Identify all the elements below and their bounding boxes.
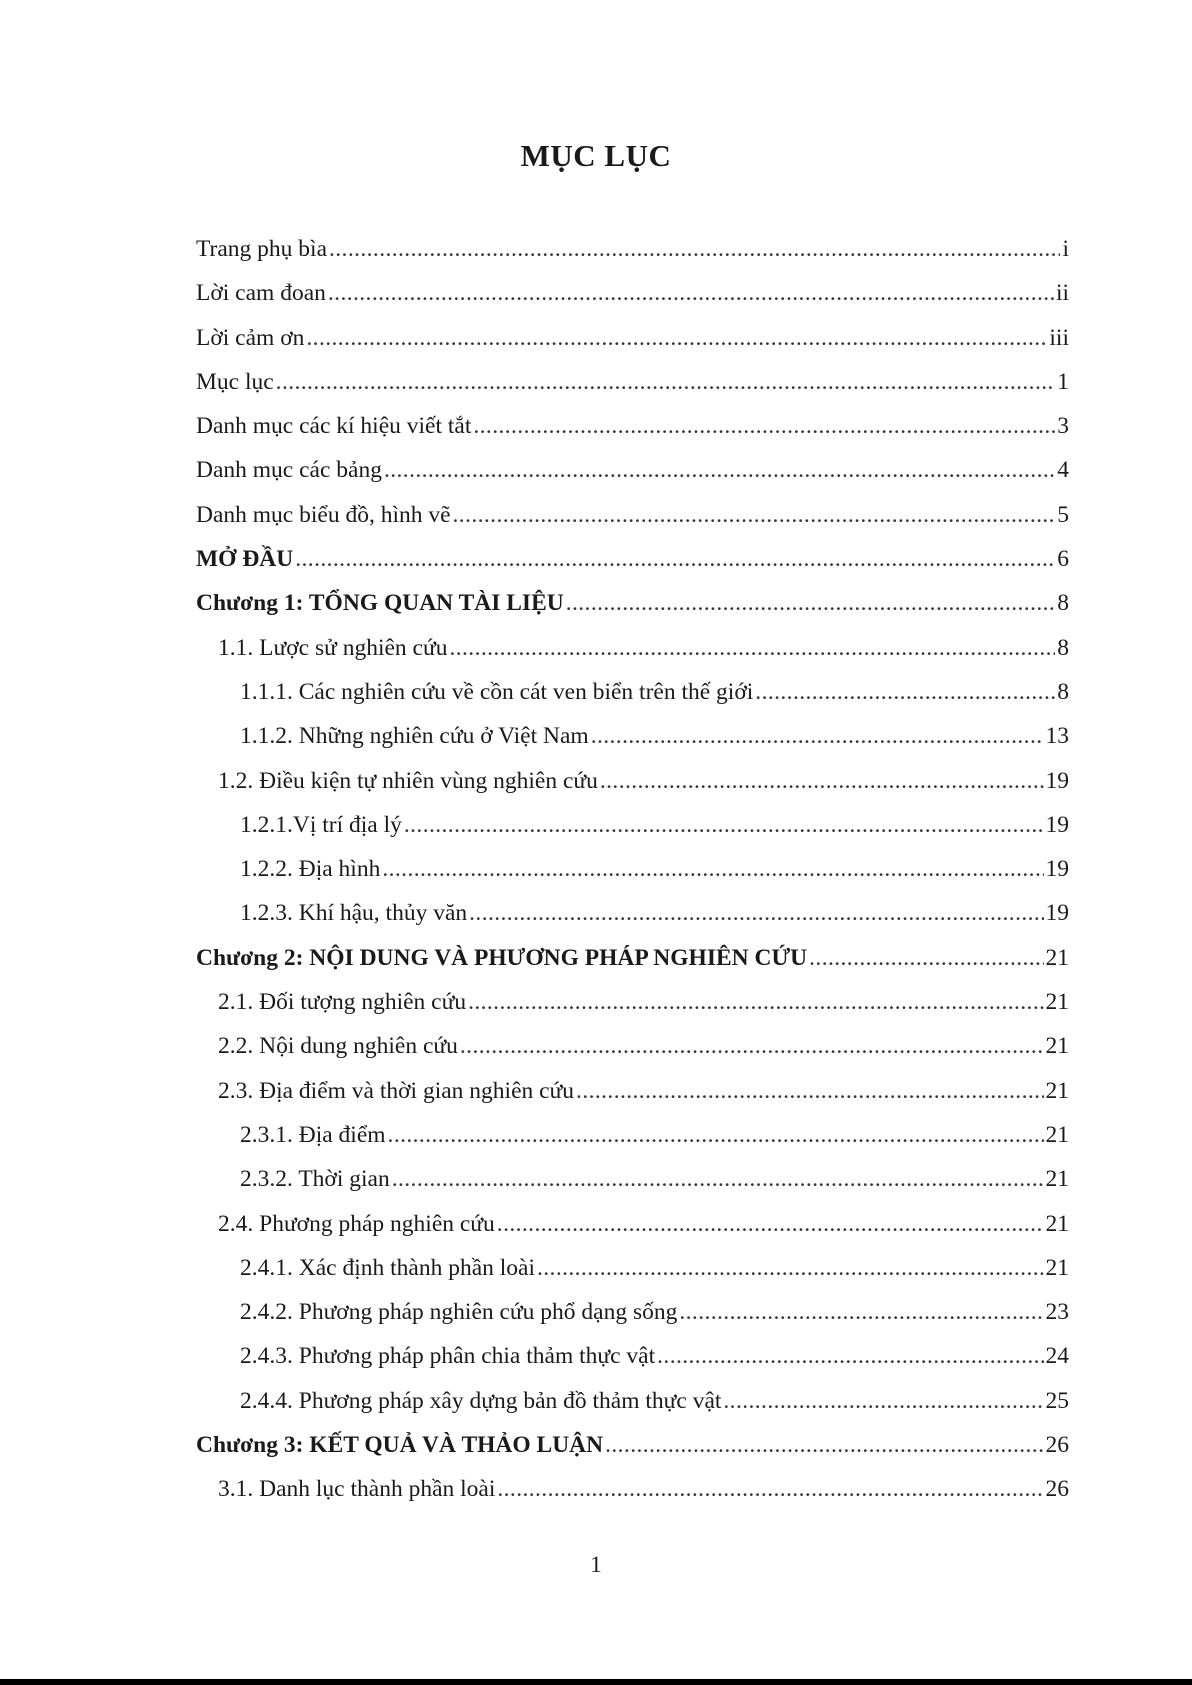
toc-dot-leader xyxy=(453,502,1056,529)
toc-entry-label: Chương 3: KẾT QUẢ VÀ THẢO LUẬN xyxy=(196,1432,604,1459)
toc-entry[interactable] xyxy=(196,945,1069,989)
toc-entry-page: 21 xyxy=(1045,1210,1069,1237)
toc-dot-leader xyxy=(537,1255,1044,1282)
toc-entry-label: Lời cam đoan xyxy=(196,280,326,307)
toc-entry[interactable] xyxy=(196,1388,1069,1432)
toc-dot-leader xyxy=(382,856,1043,883)
toc-entry-label: Chương 1: TỔNG QUAN TÀI LIỆU xyxy=(196,590,564,617)
toc-entry-page: 21 xyxy=(1045,1166,1069,1193)
toc-entry-page: 1 xyxy=(1057,368,1069,395)
toc-dot-leader xyxy=(392,1166,1044,1193)
toc-entry[interactable] xyxy=(196,413,1069,457)
toc-entry-label: 2.4.1. Xác định thành phần loài xyxy=(240,1254,535,1281)
toc-dot-leader xyxy=(473,413,1055,440)
toc-entry-page: 5 xyxy=(1057,501,1069,528)
toc-entry[interactable] xyxy=(196,768,1069,812)
toc-entry-page: 19 xyxy=(1045,767,1069,794)
toc-dot-leader xyxy=(306,325,1047,352)
toc-entry-label: Danh mục các bảng xyxy=(196,457,382,484)
toc-entry-label: 2.4.4. Phương pháp xây dựng bản đồ thảm thực vật xyxy=(240,1387,722,1414)
toc-entry-page: 26 xyxy=(1045,1432,1069,1459)
toc-dot-leader xyxy=(449,635,1055,662)
bottom-edge-bar xyxy=(0,1679,1192,1685)
toc-entry[interactable] xyxy=(196,236,1069,280)
toc-entry[interactable] xyxy=(196,1211,1069,1255)
toc-entry[interactable] xyxy=(196,812,1069,856)
toc-dot-leader xyxy=(723,1388,1043,1415)
toc-entry-page: 23 xyxy=(1045,1299,1069,1326)
toc-dot-leader xyxy=(276,369,1056,396)
toc-entry[interactable] xyxy=(196,1078,1069,1122)
toc-dot-leader xyxy=(328,280,1054,307)
toc-dot-leader xyxy=(329,236,1060,263)
toc-entry-label: 1.2.3. Khí hậu, thủy văn xyxy=(240,900,468,927)
toc-dot-leader xyxy=(384,457,1055,484)
toc-entry-label: Mục lục xyxy=(196,368,274,395)
toc-dot-leader xyxy=(591,723,1044,750)
toc-entry[interactable] xyxy=(196,590,1069,634)
toc-entry-page: 21 xyxy=(1045,1254,1069,1281)
toc-dot-leader xyxy=(566,590,1056,617)
toc-entry-page: 21 xyxy=(1045,1121,1069,1148)
toc-dot-leader xyxy=(497,1211,1044,1238)
toc-entry-page: i xyxy=(1062,236,1069,262)
toc-entry[interactable] xyxy=(196,1033,1069,1077)
toc-entry-page: 26 xyxy=(1045,1476,1069,1503)
toc-entry-page: ii xyxy=(1055,280,1069,307)
toc-entry[interactable] xyxy=(196,502,1069,546)
toc-entry-page: 19 xyxy=(1045,856,1069,883)
toc-entry-page: 19 xyxy=(1045,811,1069,838)
toc-entry-label: 2.2. Nội dung nghiên cứu xyxy=(218,1033,458,1060)
toc-entry-label: 2.3.1. Địa điểm xyxy=(240,1121,386,1148)
toc-entry-page: 25 xyxy=(1045,1387,1069,1414)
toc-entry-page: 8 xyxy=(1057,634,1069,661)
toc-entry-label: Lời cảm ơn xyxy=(196,324,305,351)
toc-entry-page: 13 xyxy=(1045,723,1069,750)
toc-entry[interactable] xyxy=(196,1432,1069,1476)
toc-entry[interactable] xyxy=(196,900,1069,944)
toc-dot-leader xyxy=(600,768,1044,795)
toc-entry-label: 1.2. Điều kiện tự nhiên vùng nghiên cứu xyxy=(218,767,598,794)
toc-entry-label: 2.4. Phương pháp nghiên cứu xyxy=(218,1210,495,1237)
page-title: MỤC LỤC xyxy=(520,138,672,173)
toc-entry[interactable] xyxy=(196,457,1069,501)
toc-entry-page: 21 xyxy=(1045,944,1069,971)
toc-entry-label: 3.1. Danh lục thành phần loài xyxy=(218,1476,496,1503)
toc-entry[interactable] xyxy=(196,1122,1069,1166)
toc-entry-label: 2.3.2. Thời gian xyxy=(240,1166,390,1193)
toc-entry-label: 1.1.1. Các nghiên cứu về cồn cát ven biển trên thế giới xyxy=(240,678,754,705)
toc-entry-page: 19 xyxy=(1045,900,1069,927)
toc-entry-label: 1.2.2. Địa hình xyxy=(240,856,381,883)
toc-entry-label: 1.1.2. Những nghiên cứu ở Việt Nam xyxy=(240,723,589,750)
toc-entry-page: 24 xyxy=(1045,1343,1069,1370)
toc-dot-leader xyxy=(497,1476,1043,1503)
table-of-contents xyxy=(196,236,1069,1521)
toc-dot-leader xyxy=(404,812,1044,839)
toc-entry-label: 1.1. Lược sử nghiên cứu xyxy=(218,634,448,661)
toc-dot-leader xyxy=(295,546,1055,573)
toc-entry-label: MỞ ĐẦU xyxy=(196,546,294,573)
toc-entry-page: 21 xyxy=(1045,989,1069,1016)
toc-entry[interactable] xyxy=(196,1166,1069,1210)
toc-entry-label: Danh mục các kí hiệu viết tắt xyxy=(196,413,472,440)
toc-entry[interactable] xyxy=(196,280,1069,324)
toc-entry-page: iii xyxy=(1049,324,1069,351)
toc-entry-page: 6 xyxy=(1057,546,1069,573)
toc-dot-leader xyxy=(469,900,1043,927)
toc-entry[interactable] xyxy=(196,635,1069,679)
toc-entry-page: 21 xyxy=(1045,1077,1069,1104)
toc-entry[interactable] xyxy=(196,1299,1069,1343)
toc-entry[interactable] xyxy=(196,1255,1069,1299)
toc-dot-leader xyxy=(468,989,1043,1016)
toc-entry[interactable] xyxy=(196,546,1069,590)
toc-entry-label: Danh mục biểu đồ, hình vẽ xyxy=(196,501,451,528)
toc-entry-label: 1.2.1.Vị trí địa lý xyxy=(240,811,402,838)
toc-dot-leader xyxy=(755,679,1055,706)
toc-dot-leader xyxy=(657,1343,1043,1370)
toc-entry-label: 2.1. Đối tượng nghiên cứu xyxy=(218,989,467,1016)
toc-entry-label: 2.3. Địa điểm và thời gian nghiên cứu xyxy=(218,1077,575,1104)
toc-entry[interactable] xyxy=(196,679,1069,723)
toc-entry-label: Trang phụ bìa xyxy=(196,236,327,262)
toc-entry[interactable] xyxy=(196,856,1069,900)
toc-dot-leader xyxy=(605,1432,1043,1459)
toc-entry-label: Chương 2: NỘI DUNG VÀ PHƯƠNG PHÁP NGHIÊN CỨU xyxy=(196,944,808,971)
toc-dot-leader xyxy=(460,1033,1044,1060)
toc-dot-leader xyxy=(809,945,1043,972)
toc-dot-leader xyxy=(679,1299,1043,1326)
toc-entry-page: 3 xyxy=(1057,413,1069,440)
toc-entry-page: 8 xyxy=(1057,590,1069,617)
toc-entry[interactable] xyxy=(196,369,1069,413)
page-number: 1 xyxy=(590,1552,602,1577)
toc-dot-leader xyxy=(388,1122,1044,1149)
toc-entry-label: 2.4.3. Phương pháp phân chia thảm thực vật xyxy=(240,1343,656,1370)
toc-dot-leader xyxy=(576,1078,1043,1105)
toc-entry-page: 21 xyxy=(1045,1033,1069,1060)
toc-entry[interactable] xyxy=(196,325,1069,369)
toc-entry-page: 4 xyxy=(1057,457,1069,484)
toc-entry[interactable] xyxy=(196,989,1069,1033)
toc-entry-label: 2.4.2. Phương pháp nghiên cứu phổ dạng sống xyxy=(240,1299,678,1326)
toc-entry-page: 8 xyxy=(1057,678,1069,705)
toc-entry[interactable] xyxy=(196,1476,1069,1520)
toc-entry[interactable] xyxy=(196,1343,1069,1387)
toc-entry[interactable] xyxy=(196,723,1069,767)
